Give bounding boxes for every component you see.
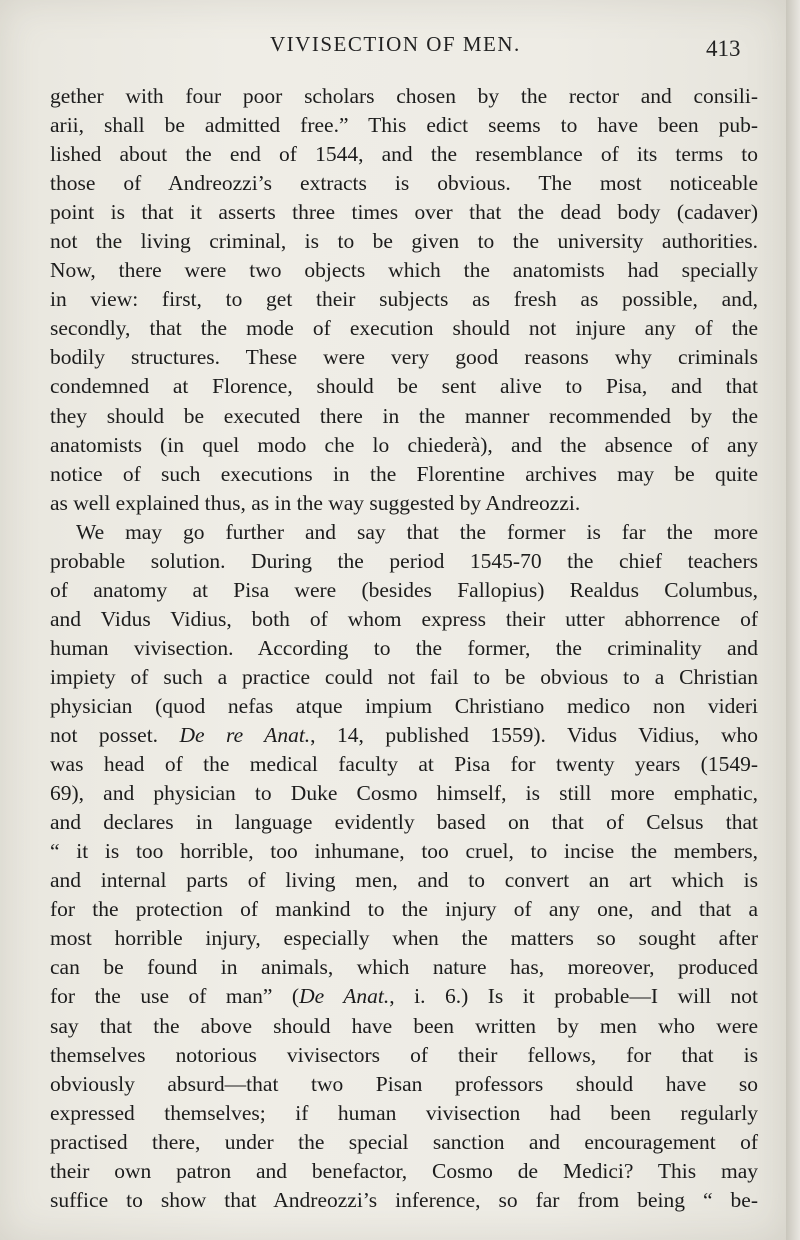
text-line: and internal parts of living men, and to convert an art which is [50, 868, 758, 893]
paragraph-end-line: as well explained thus, as in the way suggested by Andreozzi. [50, 490, 581, 515]
text-line: bodily structures. These were very good reasons why criminals [50, 345, 758, 370]
text-line: for the protection of mankind to the injury of any one, and that a [50, 897, 758, 922]
text-line: in view: first, to get their subjects as fresh as possible, and, [50, 287, 758, 312]
page-edge [786, 0, 800, 1240]
line-segment: , 14, published 1559). Vidus Vidius, who [310, 723, 758, 748]
text-line: most horrible injury, especially when the matters so sought after [50, 926, 758, 951]
text-line: practised there, under the special sanction and encouragement of [50, 1129, 758, 1154]
text-line-with-citation [50, 721, 758, 750]
text-line: was head of the medical faculty at Pisa for twenty years (1549- [50, 752, 758, 777]
text-line: Now, there were two objects which the anatomists had specially [50, 258, 758, 283]
text-line: 69), and physician to Duke Cosmo himself, is still more emphatic, [50, 781, 758, 806]
text-line: they should be executed there in the manner recommended by the [50, 403, 758, 428]
text-line: and declares in language evidently based on that of Celsus that [50, 810, 758, 835]
text-line: obviously absurd—that two Pisan professors should have so [50, 1071, 758, 1096]
text-line: lished about the end of 1544, and the resemblance of its terms to [50, 142, 758, 167]
text-line: probable solution. During the period 1545-70 the chief teachers [50, 548, 758, 573]
text-line: suffice to show that Andreozzi’s inference, so far from being “ be- [50, 1187, 758, 1212]
body-text [50, 82, 758, 1215]
text-line: secondly, that the mode of execution should not injure any of the [50, 316, 758, 341]
text-line: their own patron and benefactor, Cosmo de Medici? This may [50, 1158, 758, 1183]
running-title: VIVISECTION OF MEN. [270, 32, 521, 56]
text-line: expressed themselves; if human vivisection had been regularly [50, 1100, 758, 1125]
text-line: anatomists (in quel modo che lo chiederà), and the absence of any [50, 432, 758, 457]
page-header [0, 32, 786, 62]
text-line: physician (quod nefas atque impium Christiano medico non videri [50, 693, 758, 718]
text-line: and Vidus Vidius, both of whom express their utter abhorrence of [50, 606, 758, 631]
text-line: can be found in animals, which nature has, moreover, produced [50, 955, 758, 980]
text-line: “ it is too horrible, too inhumane, too cruel, to incise the members, [50, 839, 758, 864]
text-line: point is that it asserts three times over that the dead body (cadaver) [50, 200, 758, 225]
text-line: human vivisection. According to the former, the criminality and [50, 635, 758, 660]
text-line: gether with four poor scholars chosen by the rector and consili- [50, 84, 758, 108]
text-line: say that the above should have been written by men who were [50, 1013, 758, 1038]
text-line: themselves notorious vivisectors of their fellows, for that is [50, 1042, 758, 1067]
text-line-with-citation [50, 982, 758, 1011]
page-number: 413 [706, 36, 741, 61]
line-segment: for the use of man” ( [50, 984, 300, 1009]
text-line: not the living criminal, is to be given to the university authorities. [50, 229, 758, 254]
text-line: those of Andreozzi’s extracts is obvious. The most noticeable [50, 171, 758, 196]
line-segment: not posset. [50, 723, 180, 748]
text-line: notice of such executions in the Florentine archives may be quite [50, 461, 758, 486]
text-line: condemned at Florence, should be sent alive to Pisa, and that [50, 374, 758, 399]
text-line: impiety of such a practice could not fail to be obvious to a Christian [50, 664, 758, 689]
text-line: of anatomy at Pisa were (besides Fallopius) Realdus Columbus, [50, 577, 758, 602]
citation-title: De re Anat. [179, 723, 311, 748]
line-segment: , i. 6.) Is it probable—I will not [389, 984, 759, 1009]
citation-title: De Anat. [299, 984, 390, 1009]
text-line: arii, shall be admitted free.” This edict seems to have been pub- [50, 113, 758, 138]
paragraph-start-line: We may go further and say that the former is far the more [76, 519, 758, 544]
